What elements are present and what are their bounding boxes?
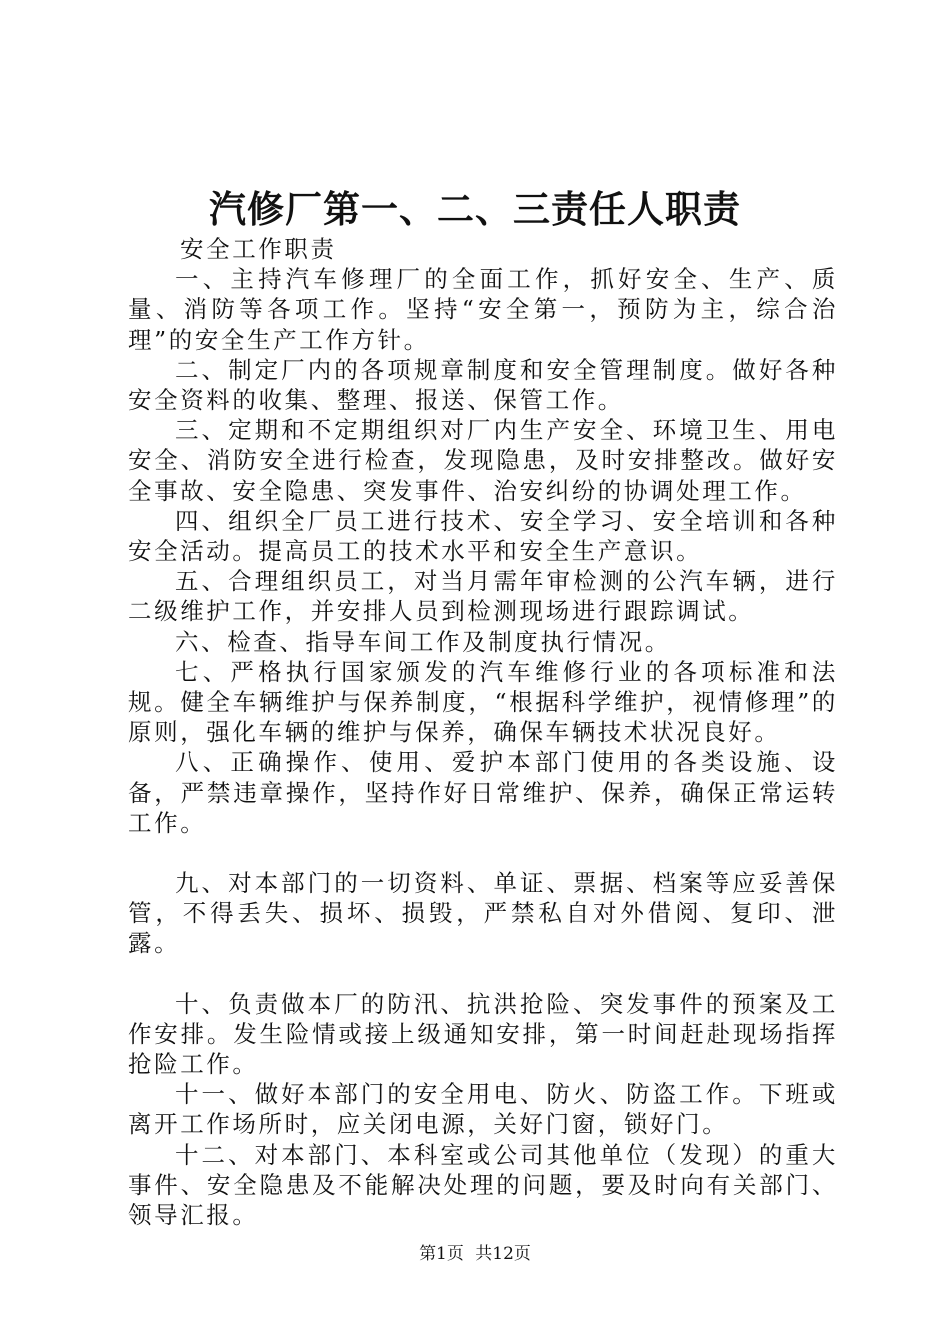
paragraph-11: 十一、做好本部门的安全用电、防火、防盗工作。下班或离开工作场所时，应关闭电源，关好门窗，锁好门。: [128, 1080, 838, 1139]
section-heading: 安全工作职责: [180, 235, 337, 263]
paragraph-7: 七、严格执行国家颁发的汽车维修行业的各项标准和法规。健全车辆维护与保养制度，“根据科学维护，视情修理”的原则，强化车辆的维护与保养，确保车辆技术状况良好。: [128, 657, 838, 747]
paragraph-12: 十二、对本部门、本科室或公司其他单位（发现）的重大事件、安全隐患及不能解决处理的问题，要及时向有关部门、领导汇报。: [128, 1140, 838, 1230]
paragraph-5: 五、合理组织员工，对当月需年审检测的公汽车辆，进行二级维护工作，并安排人员到检测现场进行跟踪调试。: [128, 567, 838, 626]
paragraph-1: 一、主持汽车修理厂的全面工作，抓好安全、生产、质量、消防等各项工作。坚持“安全第一，预防为主，综合治理”的安全生产工作方针。: [128, 265, 838, 354]
page-total: 共12页: [475, 1244, 531, 1264]
page-footer: [0, 1243, 950, 1265]
paragraph-10: 十、负责做本厂的防汛、抗洪抢险、突发事件的预案及工作安排。发生险情或接上级通知安排，第一时间赶赴现场指挥抢险工作。: [128, 989, 838, 1079]
paragraph-9: 九、对本部门的一切资料、单证、票据、档案等应妥善保管，不得丢失、损坏、损毁，严禁私自对外借阅、复印、泄露。: [128, 869, 838, 958]
paragraph-8: 八、正确操作、使用、爱护本部门使用的各类设施、设备，严禁违章操作，坚持作好日常维护、保养，确保正常运转工作。: [128, 748, 838, 837]
paragraph-6: 六、检查、指导车间工作及制度执行情况。: [175, 627, 671, 656]
paragraph-4: 四、组织全厂员工进行技术、安全学习、安全培训和各种安全活动。提高员工的技术水平和安全生产意识。: [128, 506, 838, 566]
page-number: 第1页: [419, 1244, 464, 1264]
paragraph-2: 二、制定厂内的各项规章制度和安全管理制度。做好各种安全资料的收集、整理、报送、保管工作。: [128, 355, 838, 415]
document-body: [128, 234, 838, 1230]
document-title: 汽修厂第一、二、三责任人职责: [209, 187, 741, 231]
paragraph-3: 三、定期和不定期组织对厂内生产安全、环境卫生、用电安全、消防安全进行检查，发现隐患，及时安排整改。做好安全事故、安全隐患、突发事件、治安纠纷的协调处理工作。: [128, 416, 838, 505]
